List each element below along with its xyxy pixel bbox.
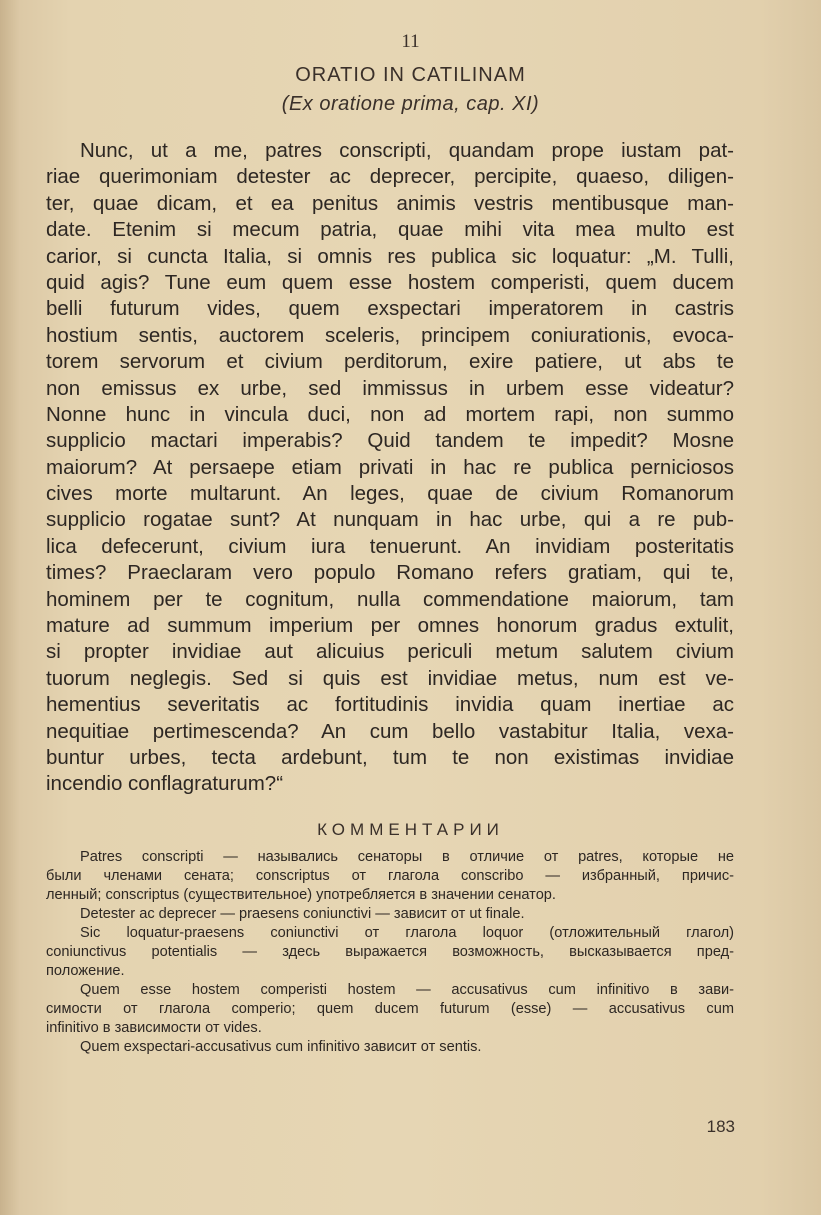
commentary-section (46, 848, 734, 1057)
page-title: ORATIO IN CATILINAM (295, 64, 526, 86)
oration-line: si propter invidiae aut alicuius periculi metum salutem civium (46, 640, 734, 664)
oration-line: non emissus ex urbe, sed immissus in urbem esse videatur? (46, 376, 734, 400)
page-number: 183 (706, 1117, 735, 1136)
commentary-line: симости от глагола comperio; quem ducem futurum (esse) — accusativus cum (46, 1001, 734, 1017)
commentary-paragraph (46, 848, 734, 905)
oration-line: incendio conflagraturum?“ (46, 772, 284, 796)
oration-line: ter, quae dicam, et ea penitus animis vestris mentibusque man- (46, 191, 734, 215)
oration-line: date. Etenim si mecum patria, quae mihi vita mea multo est (46, 218, 734, 242)
oration-line: quid agis? Tune eum quem esse hostem comperisti, quem ducem (46, 270, 734, 294)
oration-line: Nonne hunc in vincula duci, non ad mortem rapi, non summo (46, 402, 734, 426)
section-number: 11 (401, 31, 420, 52)
commentary-line: ленный; conscriptus (существительное) употребляется в значении сенатор. (46, 887, 556, 903)
commentary-line: положение. (46, 963, 125, 979)
oration-line: supplicio mactari imperabis? Quid tandem te impedit? Mosne (46, 429, 734, 453)
oration-line: riae querimoniam detester ac deprecer, percipite, quaeso, diligen- (46, 165, 734, 189)
commentary-heading: КОММЕНТАРИИ (317, 820, 504, 839)
commentary-line: были членами сената; conscriptus от глагола conscribo — избранный, причис- (46, 868, 734, 884)
oration-text (46, 138, 734, 798)
commentary-paragraph (46, 924, 734, 981)
commentary-paragraph (46, 905, 734, 924)
oration-line: nequitiae pertimescenda? An cum bello vastabitur Italia, vexa- (46, 719, 734, 743)
oration-line: cives morte multarunt. An leges, quae de civium Romanorum (46, 482, 734, 506)
commentary-line: Detester ac deprecer — praesens coniunctivi — зависит от ut finale. (80, 906, 525, 922)
oration-line: hostium sentis, auctorem sceleris, principem coniurationis, evoca- (46, 323, 734, 347)
commentary-line: coniunctivus potentialis — здесь выражается возможность, высказывается пред- (46, 944, 734, 960)
oration-line: belli futurum vides, quem exspectari imperatorem in castris (46, 297, 734, 321)
oration-line: hominem per te cognitum, nulla commendatione maiorum, tam (46, 587, 734, 611)
oration-line: torem servorum et civium perditorum, exire patiere, ut abs te (46, 350, 734, 374)
commentary-line: Patres conscripti — назывались сенаторы в отличие от patres, которые не (80, 849, 734, 865)
oration-line: lica defecerunt, civium iura tenuerunt. An invidiam posteritatis (46, 534, 734, 558)
oration-line: carior, si cuncta Italia, si omnis res publica sic loquatur: „M. Tulli, (46, 244, 734, 268)
oration-line: maiorum? At persaepe etiam privati in hac re publica perniciosos (46, 455, 734, 479)
oration-line: Nunc, ut a me, patres conscripti, quandam prope iustam pat- (80, 139, 734, 162)
oration-line: supplicio rogatae sunt? At nunquam in hac urbe, qui a re pub- (46, 508, 734, 532)
commentary-line: Quem esse hostem comperisti hostem — accusativus cum infinitivo в зави- (80, 982, 734, 998)
oration-line: hementius severitatis ac fortitudinis invidia quam inertiae ac (46, 693, 734, 717)
page-subtitle: (Ex oratione prima, cap. XI) (281, 93, 540, 115)
oration-line: buntur urbes, tecta ardebunt, tum te non existimas invidiae (46, 745, 734, 769)
commentary-paragraph (46, 981, 734, 1038)
commentary-line: Sic loquatur-praesens coniunctivi от глагола loquor (отложительный глагол) (80, 925, 734, 941)
oration-line: mature ad summum imperium per omnes honorum gradus extulit, (46, 614, 734, 638)
oration-line: tuorum neglegis. Sed si quis est invidiae metus, num est ve- (46, 666, 734, 690)
commentary-line: Quem exspectari-accusativus cum infinitivo зависит от sentis. (80, 1039, 482, 1055)
oration-line: times? Praeclaram vero populo Romano refers gratiam, qui te, (46, 561, 734, 585)
commentary-line: infinitivo в зависимости от vides. (46, 1020, 262, 1036)
commentary-paragraph (46, 1038, 734, 1057)
